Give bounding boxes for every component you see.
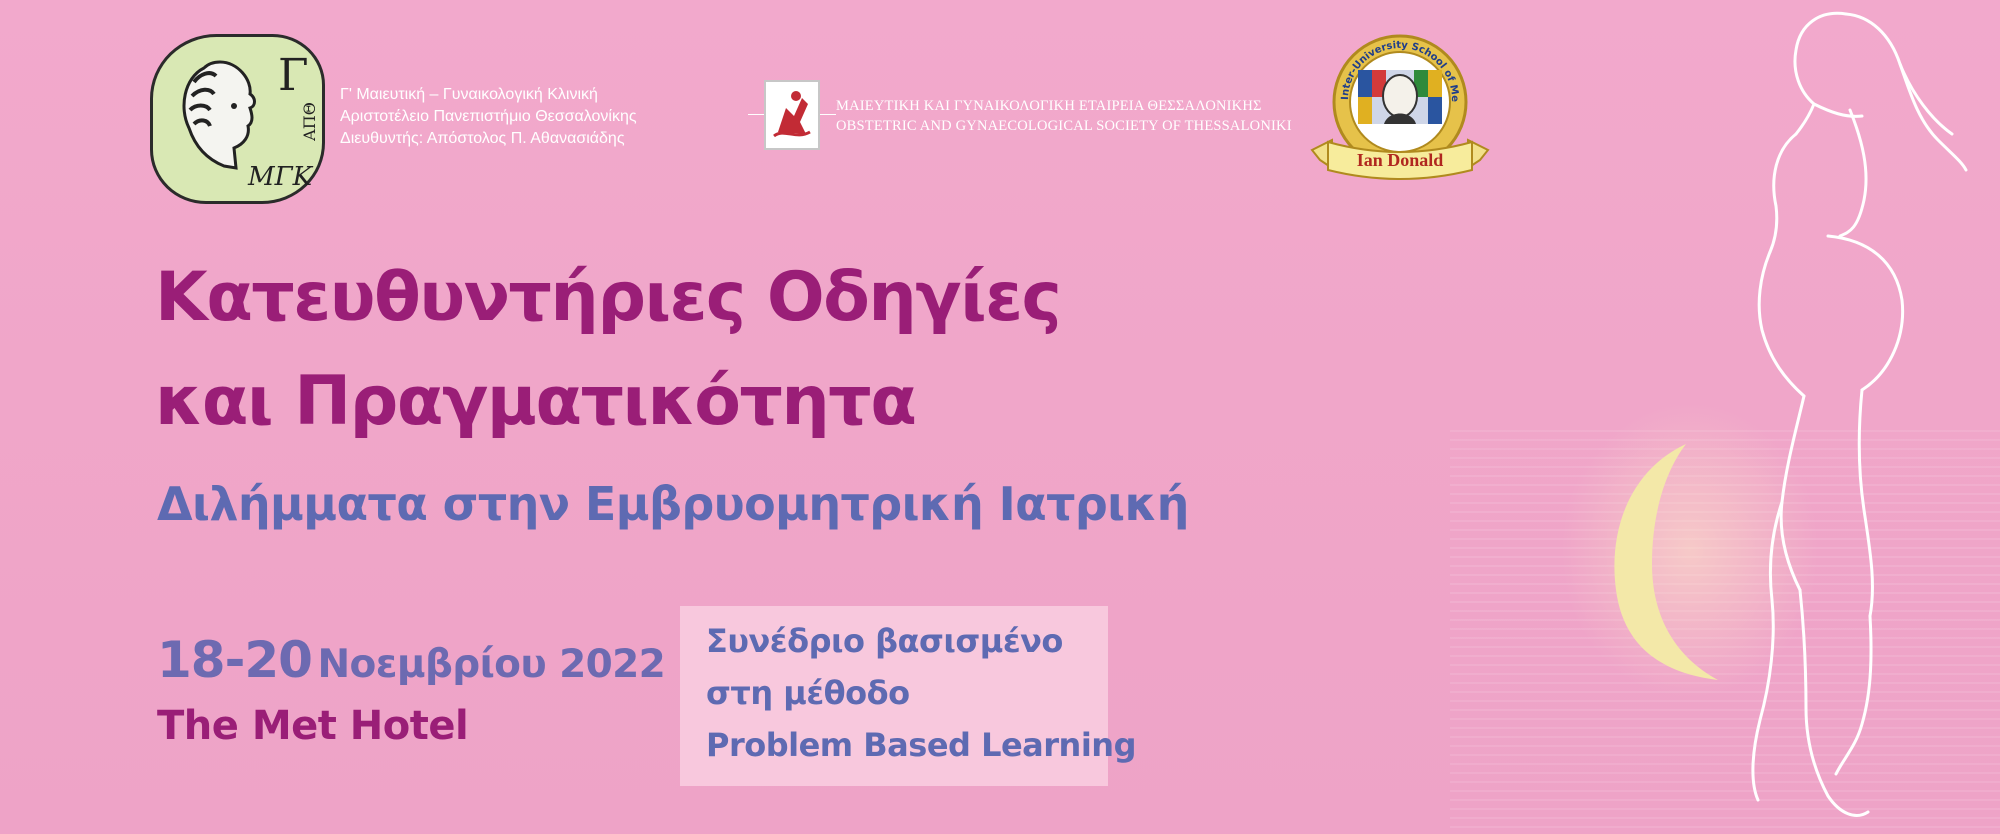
clinic-director: Διευθυντής: Απόστολος Π. Αθανασιάδης (340, 130, 625, 147)
society-emblem (764, 80, 820, 150)
st-george-icon (766, 82, 818, 148)
event-days: 18-20 (157, 631, 312, 689)
pregnant-woman-silhouette (1600, 0, 2000, 834)
seal-ribbon-text: Ian Donald (1356, 150, 1444, 170)
clinic-info (340, 84, 637, 150)
main-title-line2: και Πραγματικότητα (155, 362, 916, 441)
pbl-line-3: Problem Based Learning (706, 726, 1136, 764)
society-name-english: OBSTETRIC AND GYNAECOLOGICAL SOCIETY OF THESSALONIKI (836, 118, 1292, 134)
event-dates (157, 631, 665, 689)
pbl-line-1: Συνέδριο βασισμένο (706, 622, 1063, 660)
university-name: Αριστοτέλειο Πανεπιστήμιο Θεσσαλονίκης (340, 108, 637, 125)
event-venue: The Met Hotel (157, 703, 469, 749)
clinic-name: Γ' Μαιευτική – Γυναικολογική Κλινική (340, 86, 598, 103)
main-title-line1: Κατευθυντήριες Οδηγίες (155, 258, 1061, 337)
ultrasound-school-seal (1308, 30, 1492, 186)
society-name-greek: ΜΑΙΕΥΤΙΚΗ ΚΑΙ ΓΥΝΑΙΚΟΛΟΓΙΚΗ ΕΤΑΙΡΕΙΑ ΘΕΣΣΑΛΟΝΙΚΗΣ (836, 98, 1262, 114)
pbl-line-2: στη μέθοδο (706, 674, 910, 712)
seal-ring-text: Inter-University School of Me (1339, 39, 1461, 103)
event-month-year: Νοεμβρίου 2022 (317, 642, 666, 687)
seal-graphic (1308, 30, 1492, 186)
subtitle: Διλήμματα στην Εμβρυομητρική Ιατρική (157, 477, 1189, 531)
society-name (836, 96, 1292, 136)
greek-coin-logo (150, 34, 325, 204)
coin-letters-side: ΑΠΘ (299, 102, 319, 141)
coin-letter-top: Γ (278, 50, 309, 101)
coin-letters-bottom: ΜΓΚ (248, 162, 313, 192)
pbl-info-box (680, 606, 1136, 786)
